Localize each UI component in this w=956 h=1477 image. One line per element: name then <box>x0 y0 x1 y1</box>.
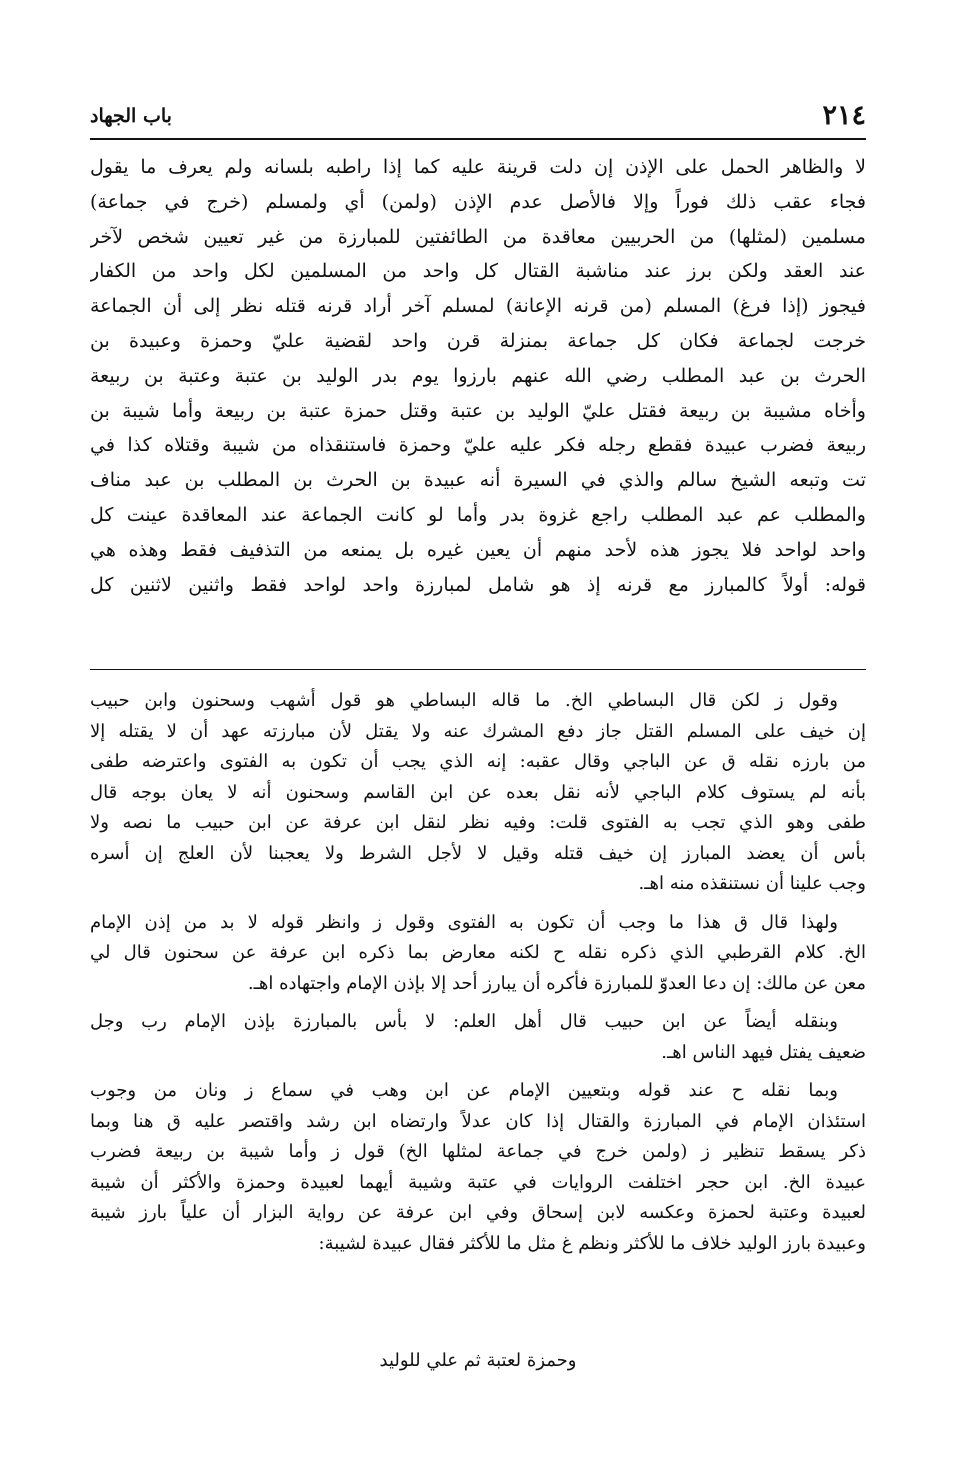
footnote-line: معن عن مالك: إن دعا العدوّ للمبارزة فأكره أن يبارز أحد إلا بإذن الإمام واجتهاده اهـ. <box>247 972 866 994</box>
main-line: وأخاه مشيبة بن ربيعة فقتل عليّ الوليد بن عتبة وقتل حمزة عتبة بن ربيعة وأما شيبة بن <box>90 399 866 422</box>
header-rule <box>90 138 866 140</box>
footnote-line: من بارزه نقله ق عن الباجي وقال عقبه: إنه الذي يجب أن تكون به الفتوى واعترضه طفى <box>90 751 866 772</box>
footnote-line: وجب علينا أن نستنقذه منه اهـ. <box>638 873 866 894</box>
footnote-line: طفى وهو الذي تجب به الفتوى قلت: وفيه نظر لنقل ابن عرفة عن ابن حبيب ما نصه ولا <box>90 812 866 833</box>
footnote-line: بأس أن يعضد المبارز إن خيف قتله وقيل لا لأجل الشرط ولا يعجبنا لأن العلج إن أسره <box>90 842 866 864</box>
main-line: ربيعة فضرب عبيدة فقطع رجله فكر عليه عليّ وحمزة فاستنقذاه من شيبة وقتلاه كذا في <box>90 434 866 457</box>
main-line: فجاء عقب ذلك فوراً وإلا فالأصل عدم الإذن (ولمن) أي ولمسلم (خرج في جماعة) <box>90 190 866 213</box>
poem-verse: وحمزة لعتبة ثم علي للوليد <box>379 1350 577 1371</box>
footnote-paragraph <box>90 686 866 900</box>
footnotes <box>90 686 866 1267</box>
footnote-line: وبنقله أيضاً عن ابن حبيب قال أهل العلم: لا بأس بالمبارزة بإذن الإمام رب وجل <box>90 1011 838 1032</box>
main-line: واحد لواحد فلا يجوز هذه لأحد منهم أن يعين غيره بل يمنعه من التذفيف فقط وهذه هي <box>90 538 866 561</box>
footnote-line: ضعيف يفتل فيهد الناس اهـ. <box>661 1041 866 1063</box>
footnote-separator <box>90 669 866 670</box>
main-line: عند العقد ولكن برز عند مناشبة القتال كل واحد من المسلمين لكل واحد من الكفار <box>90 260 866 283</box>
main-line: لا والظاهر الحمل على الإذن إن دلت قرينة عليه كما إذا راطبه بلسانه ولم يعرف ما يقول <box>90 156 866 178</box>
footnote-paragraph <box>90 1007 866 1068</box>
main-line: الحرث بن عبد المطلب رضي الله عنهم بارزوا يوم بدر الوليد بن عتبة وعتبة بن ربيعة <box>90 364 866 387</box>
chapter-title: باب الجهاد <box>90 105 172 127</box>
footnote-line: وبما نقله ح عند قوله وبتعيين الإمام عن ابن وهب في سماع ز ونان من وجوب <box>90 1080 838 1101</box>
footnote-line: ولهذا قال ق هذا ما وجب أن تكون به الفتوى وقول ز وانظر قوله لا بد من إذن الإمام <box>90 911 838 933</box>
footnote-line: وعبيدة بارز الوليد خلاف ما للأكثر ونظم غ مثل ما للأكثر فقال عبيدة لشيبة: <box>318 1232 866 1254</box>
main-line: تت وتبعه الشيخ سالم والذي في السيرة أنه عبيدة بن الحرث بن المطلب بن عبد مناف <box>90 469 866 492</box>
main-line: والمطلب عم عبد المطلب راجع غزوة بدر وأما لو كانت الجماعة عند المعاقدة عينت كل <box>90 503 866 526</box>
footnote-line: بأنه لم يستوف كلام الباجي لأنه نقل بعده عن ابن القاسم وسحنون أنه لا يعان بوجه قال <box>90 781 866 803</box>
footnote-line: لعبيدة وعتبة لحمزة وعكسه لابن إسحاق وفي ابن عرفة عن رواية البزار أن علياً بارز شيبة <box>90 1202 866 1223</box>
page-number: ٢١٤ <box>822 100 866 131</box>
footnote-line: إن خيف على المسلم القتل جاز دفع المشرك عنه ولا يقتل لأن مبارزته عهد أن لا يقتله إلا <box>90 720 866 742</box>
main-text <box>90 150 866 602</box>
footnote-paragraph <box>90 1076 866 1259</box>
main-line: مسلمين (لمثلها) من الحربيين معاقدة من الطائفتين للمبارزة من غير تعيين شخص لآخر <box>90 225 866 248</box>
footnote-paragraph <box>90 908 866 1000</box>
footnote-line: وقول ز لكن قال البساطي الخ. ما قاله البساطي هو قول أشهب وسحنون وابن حبيب <box>90 690 838 711</box>
main-line: قوله: أولاً كالمبارز مع قرنه إذ هو شامل لمبارزة واحد لواحد فقط واثنين لاثنين كل <box>90 573 866 596</box>
main-line: خرجت لجماعة فكان كل جماعة بمنزلة قرن واحد لقضية عليّ وحمزة وعبيدة بن <box>90 329 866 352</box>
page-header <box>90 96 866 136</box>
footnote-line: الخ. كلام القرطبي الذي ذكره نقله ح لكنه معارض بما ذكره ابن عرفة عن سحنون قال لي <box>90 942 866 963</box>
footnote-line: ذكر يسقط تنظير ز (ولمن خرج في جماعة لمثلها الخ) قول ز وأما شيبة بن ربيعة فضرب <box>90 1141 866 1162</box>
footnote-line: استئذان الإمام في المبارزة والقتال إذا كان عدلاً وارتضاه ابن رشد واقتصر عليه ق هنا وبما <box>90 1110 866 1132</box>
footnote-line: عبيدة الخ. ابن حجر اختلفت الروايات في عتبة وشيبة أيهما لعبيدة وحمزة والأكثر أن شيبة <box>90 1171 866 1193</box>
main-line: فيجوز (إذا فرغ) المسلم (من قرنه الإعانة) لمسلم آخر أراد قرنه قتله نظر إلى أن الجماعة <box>90 295 866 318</box>
